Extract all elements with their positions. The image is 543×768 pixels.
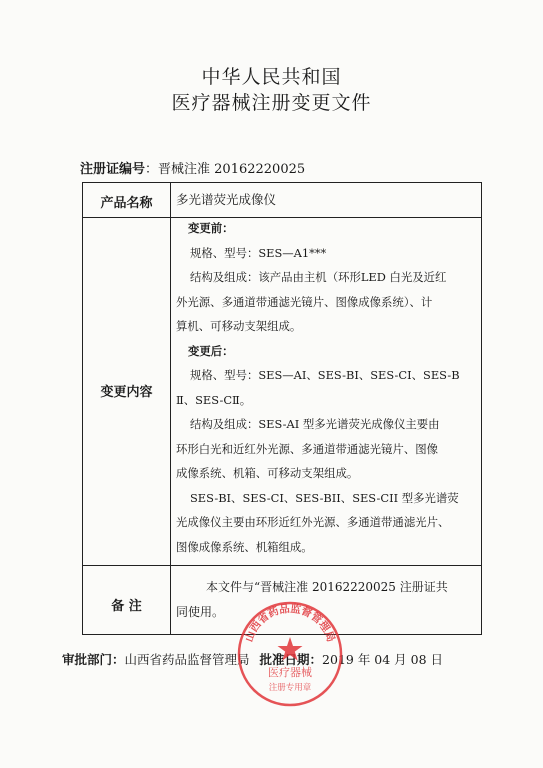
registration-line xyxy=(80,158,305,177)
before-line: 外光源、多通道带通滤光镜片、图像成像系统）、计 xyxy=(176,294,433,309)
before-line: 结构及组成：该产品由主机（环形LED 白光及近红 xyxy=(190,270,447,284)
after-line: SES-BI、SES-CI、SES-BII、SES-CII 型多光谱荧 xyxy=(190,490,459,505)
after-line: 规格、型号：SES—AI、SES-BI、SES-CI、SES-B xyxy=(190,368,460,382)
product-name-value: 多光谱荧光成像仪 xyxy=(176,192,277,207)
change-content-label: 变更内容 xyxy=(100,385,153,400)
remark-line: 同使用。 xyxy=(176,604,225,619)
after-line: 图像成像系统、机箱组成。 xyxy=(176,539,313,554)
column-divider xyxy=(170,183,171,634)
registration-label: 注册证编号 xyxy=(80,162,146,177)
remark-line: 本文件与“晋械注准 20162220025 注册证共 xyxy=(206,580,448,594)
after-line: 成像系统、机箱、可移动支架组成。 xyxy=(176,466,359,480)
approval-dept-label: 审批部门： xyxy=(62,652,125,667)
official-seal-stamp xyxy=(236,600,344,708)
change-table xyxy=(82,182,482,635)
approval-dept-value: 山西省药品监督管理局 xyxy=(124,652,250,667)
after-line: 结构及组成：SES-AI 型多光谱荧光成像仪主要由 xyxy=(190,417,440,431)
change-content xyxy=(176,216,475,559)
after-line: 光成像仪主要由环形近红外光源、多通道带通滤光片、 xyxy=(176,515,450,529)
row-divider-2 xyxy=(83,565,481,566)
seal-center-text: 医疗器械 xyxy=(268,666,312,679)
before-line: 算机、可移动支架组成。 xyxy=(176,319,302,333)
title-line-1: 中华人民共和国 xyxy=(201,66,342,88)
before-heading: 变更前： xyxy=(188,221,234,235)
title-line-2: 医疗器械注册变更文件 xyxy=(171,92,372,114)
before-line: 规格、型号：SES—A1*** xyxy=(190,245,327,260)
seal-bottom-text: 注册专用章 xyxy=(268,683,312,693)
seal-star-icon xyxy=(278,637,303,661)
after-line: Ⅱ、SES-CⅡ。 xyxy=(176,392,252,407)
approval-date-label: 批准日期： xyxy=(259,652,323,667)
after-line: 环形白光和近红外光源、多通道带通滤光镜片、图像 xyxy=(176,441,438,456)
remark-label: 备 注 xyxy=(111,599,142,614)
after-heading: 变更后： xyxy=(188,343,234,358)
registration-value: ：晋械注准 20162220025 xyxy=(145,162,306,177)
approval-date-value: 2019 年 04 月 08 日 xyxy=(322,652,444,667)
seal-ring-text: 山西省药品监督管理局 xyxy=(243,602,337,644)
product-name-label: 产品名称 xyxy=(100,196,153,211)
